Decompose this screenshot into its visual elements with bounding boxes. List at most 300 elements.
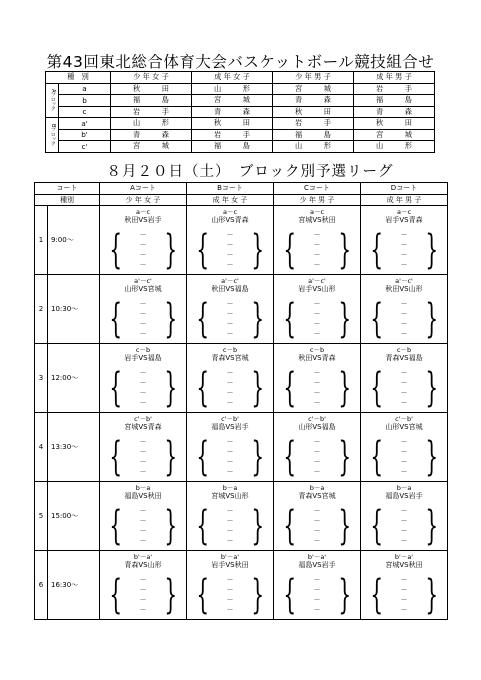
left-brace-icon: { bbox=[282, 572, 296, 618]
left-brace-icon: { bbox=[282, 296, 296, 342]
type-youth-women: 少 年 女 子 bbox=[100, 194, 187, 206]
match-teams: 山形VS青森 bbox=[211, 216, 249, 224]
match-pairing: a－c bbox=[222, 208, 238, 216]
match-time: 13:30～ bbox=[48, 413, 100, 482]
score-box bbox=[100, 503, 186, 549]
score-dash: － bbox=[313, 389, 321, 397]
score-dash: － bbox=[226, 458, 234, 466]
match-cell bbox=[187, 206, 274, 275]
score-lines bbox=[128, 368, 158, 408]
schedule-body bbox=[35, 206, 448, 620]
right-brace-icon: } bbox=[338, 572, 352, 618]
score-dash: － bbox=[313, 586, 321, 594]
group-team: 宮 城 bbox=[192, 95, 273, 107]
match-pairing: a'－c' bbox=[134, 277, 152, 285]
group-team: 福 島 bbox=[273, 129, 354, 141]
group-team: 秋 田 bbox=[273, 106, 354, 118]
match-pairing: c－b bbox=[135, 346, 151, 354]
right-brace-icon: } bbox=[164, 227, 178, 273]
left-brace-icon: { bbox=[369, 296, 383, 342]
score-dash: － bbox=[400, 251, 408, 259]
score-dash: － bbox=[139, 231, 147, 239]
group-team: 山 形 bbox=[354, 141, 435, 153]
group-table bbox=[45, 71, 435, 153]
score-box bbox=[361, 434, 447, 480]
right-brace-icon: } bbox=[164, 296, 178, 342]
match-pairing: a'－c' bbox=[395, 277, 413, 285]
score-dash: － bbox=[226, 320, 234, 328]
score-dash: － bbox=[400, 586, 408, 594]
group-team: 宮 城 bbox=[354, 129, 435, 141]
type-header-row bbox=[35, 194, 448, 206]
score-box bbox=[187, 227, 273, 273]
match-pairing: a－c bbox=[135, 208, 151, 216]
match-teams: 岩手VS青森 bbox=[385, 216, 423, 224]
match-pairing: c'－b' bbox=[308, 415, 326, 423]
match-teams: 宮城VS秋田 bbox=[298, 216, 336, 224]
match-cell bbox=[187, 413, 274, 482]
match-cell bbox=[274, 275, 361, 344]
score-dash: － bbox=[313, 399, 321, 407]
match-cell bbox=[100, 206, 187, 275]
score-dash: － bbox=[226, 576, 234, 584]
score-box bbox=[187, 365, 273, 411]
score-dash: － bbox=[226, 399, 234, 407]
left-brace-icon: { bbox=[369, 434, 383, 480]
score-lines bbox=[215, 368, 245, 408]
match-teams: 岩手VS福島 bbox=[124, 354, 162, 362]
score-lines bbox=[389, 299, 419, 339]
left-brace-icon: { bbox=[282, 503, 296, 549]
score-lines bbox=[128, 506, 158, 546]
left-brace-icon: { bbox=[108, 434, 122, 480]
left-brace-icon: { bbox=[369, 503, 383, 549]
round-number: 5 bbox=[35, 482, 48, 551]
match-row bbox=[35, 275, 448, 344]
score-dash: － bbox=[400, 241, 408, 249]
left-brace-icon: { bbox=[108, 365, 122, 411]
score-dash: － bbox=[313, 330, 321, 338]
match-teams: 福島VS岩手 bbox=[385, 492, 423, 500]
left-brace-icon: { bbox=[369, 572, 383, 618]
group-row bbox=[46, 106, 435, 118]
court-b: Bコート bbox=[187, 183, 274, 195]
score-dash: － bbox=[400, 527, 408, 535]
score-lines bbox=[302, 368, 332, 408]
match-time: 16:30～ bbox=[48, 551, 100, 620]
score-box bbox=[274, 503, 360, 549]
score-dash: － bbox=[139, 606, 147, 614]
score-box bbox=[274, 365, 360, 411]
right-brace-icon: } bbox=[425, 296, 439, 342]
left-brace-icon: { bbox=[369, 227, 383, 273]
match-pairing: b－a bbox=[396, 484, 412, 492]
right-brace-icon: } bbox=[425, 434, 439, 480]
group-team: 岩 手 bbox=[273, 118, 354, 130]
group-team: 秋 田 bbox=[354, 118, 435, 130]
group-row bbox=[46, 118, 435, 130]
score-dash: － bbox=[226, 606, 234, 614]
match-cell bbox=[361, 482, 448, 551]
right-brace-icon: } bbox=[425, 503, 439, 549]
group-team: 青 森 bbox=[354, 106, 435, 118]
group-team: 山 形 bbox=[192, 83, 273, 95]
match-cell bbox=[274, 413, 361, 482]
score-lines bbox=[128, 299, 158, 339]
left-brace-icon: { bbox=[108, 227, 122, 273]
right-brace-icon: } bbox=[164, 572, 178, 618]
group-header-youth-women: 少 年 女 子 bbox=[111, 72, 192, 84]
score-dash: － bbox=[313, 320, 321, 328]
score-dash: － bbox=[139, 586, 147, 594]
score-lines bbox=[215, 506, 245, 546]
match-pairing: a'－c' bbox=[308, 277, 326, 285]
group-team: 福 島 bbox=[354, 95, 435, 107]
match-pairing: c'－b' bbox=[395, 415, 413, 423]
score-dash: － bbox=[139, 517, 147, 525]
score-box bbox=[100, 434, 186, 480]
type-youth-men: 少 年 男 子 bbox=[274, 194, 361, 206]
right-brace-icon: } bbox=[338, 296, 352, 342]
score-dash: － bbox=[226, 448, 234, 456]
score-dash: － bbox=[226, 537, 234, 545]
group-team: 青 森 bbox=[273, 95, 354, 107]
score-box bbox=[100, 572, 186, 618]
score-dash: － bbox=[400, 330, 408, 338]
score-lines bbox=[302, 437, 332, 477]
score-dash: － bbox=[313, 507, 321, 515]
score-lines bbox=[215, 575, 245, 615]
left-brace-icon: { bbox=[195, 296, 209, 342]
match-cell bbox=[187, 344, 274, 413]
match-row bbox=[35, 413, 448, 482]
score-dash: － bbox=[139, 310, 147, 318]
match-pairing: c'－b' bbox=[134, 415, 152, 423]
score-dash: － bbox=[313, 369, 321, 377]
match-row bbox=[35, 344, 448, 413]
score-dash: － bbox=[226, 517, 234, 525]
block-b-label: Bブロック bbox=[46, 118, 59, 153]
round-number: 2 bbox=[35, 275, 48, 344]
score-lines bbox=[215, 437, 245, 477]
left-brace-icon: { bbox=[282, 365, 296, 411]
schedule-table bbox=[34, 182, 448, 620]
score-dash: － bbox=[313, 300, 321, 308]
match-pairing: c－b bbox=[309, 346, 325, 354]
match-cell bbox=[187, 551, 274, 620]
type-adult-women: 成 年 女 子 bbox=[187, 194, 274, 206]
score-dash: － bbox=[313, 379, 321, 387]
score-box bbox=[274, 572, 360, 618]
group-code: c' bbox=[59, 141, 111, 153]
match-teams: 山形VS宮城 bbox=[385, 423, 423, 431]
score-dash: － bbox=[400, 458, 408, 466]
round-number: 3 bbox=[35, 344, 48, 413]
score-dash: － bbox=[313, 596, 321, 604]
match-pairing: a－c bbox=[309, 208, 325, 216]
score-dash: － bbox=[226, 379, 234, 387]
right-brace-icon: } bbox=[425, 227, 439, 273]
match-pairing: a－c bbox=[396, 208, 412, 216]
group-team: 福 島 bbox=[192, 141, 273, 153]
score-box bbox=[187, 296, 273, 342]
score-dash: － bbox=[226, 507, 234, 515]
match-teams: 青森VS福島 bbox=[385, 354, 423, 362]
score-box bbox=[361, 572, 447, 618]
round-number: 4 bbox=[35, 413, 48, 482]
match-pairing: b'－a' bbox=[133, 553, 153, 561]
left-brace-icon: { bbox=[108, 503, 122, 549]
match-teams: 福島VS岩手 bbox=[211, 423, 249, 431]
score-dash: － bbox=[226, 310, 234, 318]
score-dash: － bbox=[139, 389, 147, 397]
score-dash: － bbox=[400, 310, 408, 318]
left-brace-icon: { bbox=[369, 365, 383, 411]
group-team: 岩 手 bbox=[354, 83, 435, 95]
score-dash: － bbox=[400, 507, 408, 515]
group-team: 宮 城 bbox=[273, 83, 354, 95]
group-team: 秋 田 bbox=[192, 118, 273, 130]
score-dash: － bbox=[400, 517, 408, 525]
court-a: Aコート bbox=[100, 183, 187, 195]
right-brace-icon: } bbox=[251, 365, 265, 411]
group-header-type: 種 別 bbox=[46, 72, 111, 84]
group-row bbox=[46, 141, 435, 153]
left-brace-icon: { bbox=[195, 365, 209, 411]
match-pairing: b'－a' bbox=[220, 553, 240, 561]
score-dash: － bbox=[400, 537, 408, 545]
score-dash: － bbox=[313, 458, 321, 466]
group-team: 青 森 bbox=[111, 129, 192, 141]
match-pairing: a'－c' bbox=[221, 277, 239, 285]
score-lines bbox=[302, 230, 332, 270]
left-brace-icon: { bbox=[195, 572, 209, 618]
group-code: b bbox=[59, 95, 111, 107]
score-lines bbox=[128, 437, 158, 477]
score-dash: － bbox=[139, 330, 147, 338]
match-row bbox=[35, 206, 448, 275]
match-teams: 秋田VS青森 bbox=[298, 354, 336, 362]
score-lines bbox=[389, 506, 419, 546]
score-dash: － bbox=[139, 507, 147, 515]
score-dash: － bbox=[313, 517, 321, 525]
right-brace-icon: } bbox=[251, 572, 265, 618]
group-header-youth-men: 少 年 男 子 bbox=[273, 72, 354, 84]
match-teams: 秋田VS福島 bbox=[211, 285, 249, 293]
score-box bbox=[274, 296, 360, 342]
match-cell bbox=[274, 551, 361, 620]
score-dash: － bbox=[139, 527, 147, 535]
group-team: 岩 手 bbox=[192, 129, 273, 141]
score-lines bbox=[215, 299, 245, 339]
match-teams: 福島VS岩手 bbox=[298, 561, 336, 569]
score-dash: － bbox=[226, 251, 234, 259]
score-dash: － bbox=[226, 586, 234, 594]
court-header-row bbox=[35, 183, 448, 195]
score-dash: － bbox=[400, 261, 408, 269]
match-cell bbox=[361, 275, 448, 344]
score-dash: － bbox=[139, 438, 147, 446]
match-pairing: b－a bbox=[309, 484, 325, 492]
match-pairing: b－a bbox=[135, 484, 151, 492]
score-dash: － bbox=[313, 310, 321, 318]
score-lines bbox=[389, 437, 419, 477]
left-brace-icon: { bbox=[282, 227, 296, 273]
match-pairing: c'－b' bbox=[221, 415, 239, 423]
score-box bbox=[361, 503, 447, 549]
match-row bbox=[35, 482, 448, 551]
score-dash: － bbox=[400, 438, 408, 446]
court-d: Dコート bbox=[361, 183, 448, 195]
group-header-adult-women: 成 年 女 子 bbox=[192, 72, 273, 84]
match-cell bbox=[274, 482, 361, 551]
score-box bbox=[187, 503, 273, 549]
left-brace-icon: { bbox=[282, 434, 296, 480]
match-time: 9:00～ bbox=[48, 206, 100, 275]
score-dash: － bbox=[139, 596, 147, 604]
score-dash: － bbox=[226, 241, 234, 249]
right-brace-icon: } bbox=[338, 503, 352, 549]
score-dash: － bbox=[139, 241, 147, 249]
match-time: 10:30～ bbox=[48, 275, 100, 344]
match-cell bbox=[100, 344, 187, 413]
right-brace-icon: } bbox=[164, 503, 178, 549]
score-dash: － bbox=[226, 389, 234, 397]
score-dash: － bbox=[139, 448, 147, 456]
score-dash: － bbox=[226, 596, 234, 604]
score-dash: － bbox=[313, 231, 321, 239]
score-dash: － bbox=[139, 537, 147, 545]
score-box bbox=[100, 227, 186, 273]
score-dash: － bbox=[400, 606, 408, 614]
score-box bbox=[361, 227, 447, 273]
court-c: Cコート bbox=[274, 183, 361, 195]
right-brace-icon: } bbox=[338, 227, 352, 273]
score-box bbox=[361, 296, 447, 342]
score-dash: － bbox=[139, 300, 147, 308]
score-dash: － bbox=[226, 369, 234, 377]
match-teams: 山形VS宮城 bbox=[124, 285, 162, 293]
score-dash: － bbox=[400, 576, 408, 584]
score-box bbox=[100, 365, 186, 411]
score-lines bbox=[389, 230, 419, 270]
left-brace-icon: { bbox=[195, 227, 209, 273]
score-dash: － bbox=[400, 300, 408, 308]
match-teams: 岩手VS秋田 bbox=[211, 561, 249, 569]
right-brace-icon: } bbox=[251, 434, 265, 480]
match-cell bbox=[361, 413, 448, 482]
match-cell bbox=[187, 482, 274, 551]
match-teams: 宮城VS秋田 bbox=[385, 561, 423, 569]
match-time: 15:00～ bbox=[48, 482, 100, 551]
match-cell bbox=[361, 551, 448, 620]
group-code: b' bbox=[59, 129, 111, 141]
score-box bbox=[187, 572, 273, 618]
match-teams: 福島VS秋田 bbox=[124, 492, 162, 500]
score-dash: － bbox=[400, 389, 408, 397]
left-brace-icon: { bbox=[108, 296, 122, 342]
group-team: 岩 手 bbox=[111, 106, 192, 118]
score-box bbox=[274, 227, 360, 273]
score-dash: － bbox=[400, 379, 408, 387]
right-brace-icon: } bbox=[251, 296, 265, 342]
group-code: c bbox=[59, 106, 111, 118]
left-brace-icon: { bbox=[108, 572, 122, 618]
group-code: a bbox=[59, 83, 111, 95]
round-number: 6 bbox=[35, 551, 48, 620]
match-cell bbox=[274, 206, 361, 275]
right-brace-icon: } bbox=[251, 503, 265, 549]
match-cell bbox=[100, 482, 187, 551]
right-brace-icon: } bbox=[338, 365, 352, 411]
match-cell bbox=[361, 344, 448, 413]
score-box bbox=[100, 296, 186, 342]
round-number: 1 bbox=[35, 206, 48, 275]
score-dash: － bbox=[313, 438, 321, 446]
score-dash: － bbox=[313, 448, 321, 456]
score-lines bbox=[302, 506, 332, 546]
score-dash: － bbox=[400, 448, 408, 456]
score-dash: － bbox=[226, 261, 234, 269]
score-lines bbox=[128, 575, 158, 615]
match-teams: 山形VS福島 bbox=[298, 423, 336, 431]
block-a-label: Aブロック bbox=[46, 83, 59, 118]
score-dash: － bbox=[313, 468, 321, 476]
score-lines bbox=[215, 230, 245, 270]
match-cell bbox=[187, 275, 274, 344]
left-brace-icon: { bbox=[195, 503, 209, 549]
score-dash: － bbox=[139, 261, 147, 269]
group-team: 山 形 bbox=[273, 141, 354, 153]
schedule-subtitle: ８月２０日（土） ブロック別予選リーグ bbox=[106, 164, 394, 180]
score-dash: － bbox=[313, 527, 321, 535]
match-teams: 岩手VS山形 bbox=[298, 285, 336, 293]
group-header-row bbox=[46, 72, 435, 84]
score-dash: － bbox=[313, 576, 321, 584]
score-dash: － bbox=[313, 251, 321, 259]
match-cell bbox=[274, 344, 361, 413]
group-team: 秋 田 bbox=[111, 83, 192, 95]
match-teams: 青森VS宮城 bbox=[211, 354, 249, 362]
match-teams: 青森VS山形 bbox=[124, 561, 162, 569]
score-dash: － bbox=[313, 241, 321, 249]
group-team: 青 森 bbox=[192, 106, 273, 118]
match-pairing: b'－a' bbox=[307, 553, 327, 561]
group-team: 山 形 bbox=[111, 118, 192, 130]
match-time: 12:00～ bbox=[48, 344, 100, 413]
score-box bbox=[361, 365, 447, 411]
left-brace-icon: { bbox=[195, 434, 209, 480]
match-cell bbox=[361, 206, 448, 275]
match-pairing: c－b bbox=[396, 346, 412, 354]
type-label: 種別 bbox=[35, 194, 100, 206]
right-brace-icon: } bbox=[338, 434, 352, 480]
match-pairing: c－b bbox=[222, 346, 238, 354]
score-lines bbox=[389, 575, 419, 615]
score-lines bbox=[302, 575, 332, 615]
group-code: a' bbox=[59, 118, 111, 130]
match-teams: 秋田VS山形 bbox=[385, 285, 423, 293]
match-pairing: b'－a' bbox=[394, 553, 414, 561]
group-header-adult-men: 成 年 男 子 bbox=[354, 72, 435, 84]
score-dash: － bbox=[226, 231, 234, 239]
score-dash: － bbox=[139, 379, 147, 387]
page-title: 第43回東北総合体育大会バスケットボール競技組合せ bbox=[46, 53, 435, 71]
score-dash: － bbox=[226, 330, 234, 338]
score-box bbox=[187, 434, 273, 480]
score-dash: － bbox=[139, 468, 147, 476]
match-pairing: b－a bbox=[222, 484, 238, 492]
